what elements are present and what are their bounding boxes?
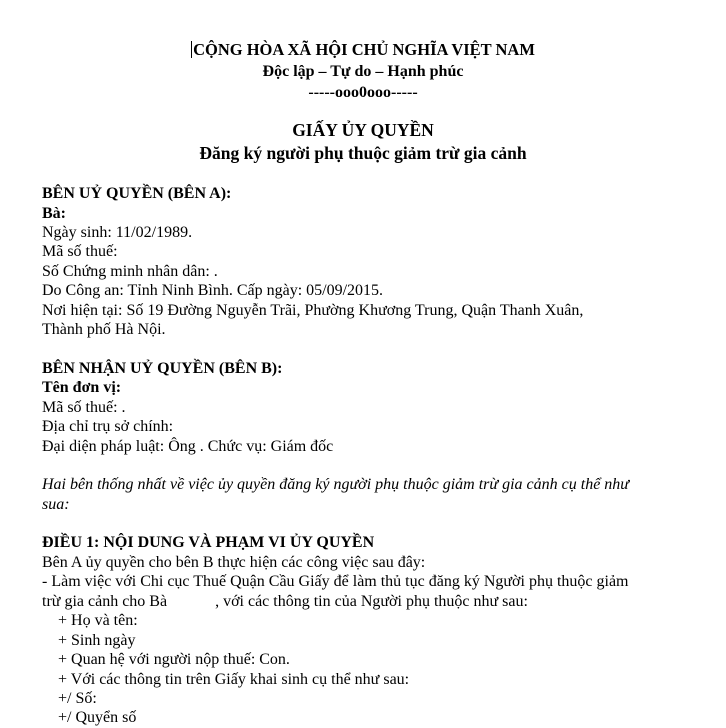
party-b-unit-label: Tên đơn vị: bbox=[42, 379, 122, 396]
list-item: +/ Quyển số bbox=[58, 709, 137, 726]
party-b-tax-code: Mã số thuế: . bbox=[42, 399, 126, 416]
party-a-heading: BÊN UỶ QUYỀN (BÊN A): bbox=[42, 185, 232, 202]
party-b-representative: Đại diện pháp luật: Ông . Chức vụ: Giám đốc bbox=[42, 438, 334, 455]
list-item: + Quan hệ với người nộp thuế: Con. bbox=[58, 651, 290, 668]
party-a-id-number: Số Chứng minh nhân dân: . bbox=[42, 263, 218, 280]
article1-heading: ĐIỀU 1: NỘI DUNG VÀ PHẠM VI ỦY QUYỀN bbox=[42, 534, 375, 551]
list-item: + Họ và tên: bbox=[58, 612, 138, 629]
party-a-dob: Ngày sinh: 11/02/1989. bbox=[42, 224, 193, 241]
header-separator: -----ooo0ooo----- bbox=[308, 84, 418, 101]
agreement-line1: Hai bên thống nhất về việc ủy quyền đăng ký người phụ thuộc giảm trừ gia cảnh cụ thể như bbox=[42, 476, 630, 493]
party-a-tax-code: Mã số thuế: bbox=[42, 243, 118, 260]
party-b-head-office: Địa chỉ trụ sở chính: bbox=[42, 418, 174, 435]
article1-task-line2: trừ gia cảnh cho Bà , với các thông tin của Người phụ thuộc như sau: bbox=[42, 593, 528, 610]
list-item: +/ Số: bbox=[58, 690, 97, 707]
document-subtitle: Đăng ký người phụ thuộc giảm trừ gia cảnh bbox=[199, 143, 527, 163]
agreement-line2: sua: bbox=[42, 496, 70, 513]
list-item: + Sinh ngày bbox=[58, 632, 136, 649]
party-b-heading: BÊN NHẬN UỶ QUYỀN (BÊN B): bbox=[42, 360, 283, 377]
party-a-address-line2: Thành phố Hà Nội. bbox=[42, 321, 166, 338]
document-title: GIẤY ỦY QUYỀN bbox=[292, 120, 434, 140]
party-a-name-label: Bà: bbox=[42, 205, 66, 222]
list-item: + Với các thông tin trên Giấy khai sinh cụ thể như sau: bbox=[58, 671, 410, 688]
text-cursor bbox=[191, 41, 192, 58]
party-a-issued: Do Công an: Tỉnh Ninh Bình. Cấp ngày: 05/09/2015. bbox=[42, 282, 384, 299]
article1-intro: Bên A ủy quyền cho bên B thực hiện các công việc sau đây: bbox=[42, 554, 426, 571]
national-title-line bbox=[0, 40, 726, 60]
national-title: CỘNG HÒA XÃ HỘI CHỦ NGHĨA VIỆT NAM bbox=[193, 40, 535, 59]
motto: Độc lập – Tự do – Hạnh phúc bbox=[262, 63, 464, 80]
article1-task-line1: - Làm việc với Chi cục Thuế Quận Cầu Giấy để làm thủ tục đăng ký Người phụ thuộc giảm bbox=[42, 573, 629, 590]
party-a-address-line1: Nơi hiện tại: Số 19 Đường Nguyễn Trãi, Phường Khương Trung, Quận Thanh Xuân, bbox=[42, 302, 584, 319]
